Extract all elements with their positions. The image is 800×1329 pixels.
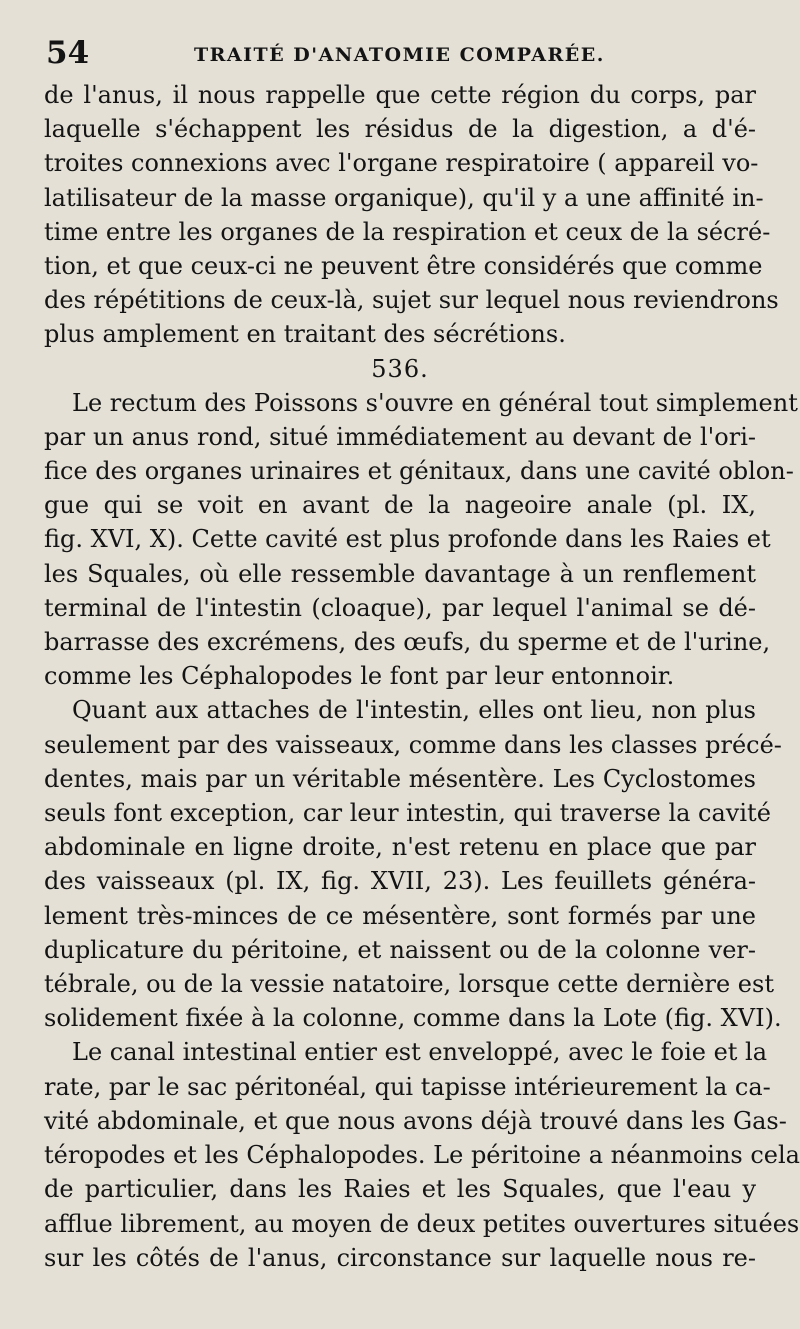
text-line: téropodes et les Céphalopodes. Le péritoine a néanmoins cela	[44, 1141, 800, 1170]
text-line: fig. XVI, X). Cette cavité est plus profonde dans les Raies et	[44, 525, 771, 554]
text-line: time entre les organes de la respiration et ceux de la sécré-	[44, 217, 771, 246]
text-line: duplicature du péritoine, et naissent ou de la colonne ver-	[44, 935, 756, 964]
paragraph-canal	[44, 1035, 800, 1274]
text-line: rate, par le sac péritonéal, qui tapisse intérieurement la ca-	[44, 1072, 771, 1101]
text-line: seulement par des vaisseaux, comme dans les classes précé-	[44, 730, 782, 759]
text-line: de particulier, dans les Raies et les Squales, que l'eau y	[44, 1175, 756, 1204]
text-line: les Squales, où elle ressemble davantage à un renflement	[44, 559, 756, 588]
text-line: laquelle s'échappent les résidus de la digestion, a d'é-	[44, 115, 756, 144]
text-line: Quant aux attaches de l'intestin, elles ont lieu, non plus	[72, 696, 756, 725]
text-line: barrasse des excrémens, des œufs, du sperme et de l'urine,	[44, 628, 771, 657]
text-line: par un anus rond, situé immédiatement au devant de l'ori-	[44, 422, 756, 451]
text-line: latilisateur de la masse organique), qu'il y a une affinité in-	[44, 183, 764, 212]
paragraph-rectum	[44, 386, 798, 694]
text-line: des répétitions de ceux-là, sujet sur lequel nous reviendrons	[44, 286, 779, 315]
text-line: Le canal intestinal entier est enveloppé, avec le foie et la	[72, 1038, 768, 1067]
paragraph-attaches	[44, 693, 782, 1035]
text-line: troites connexions avec l'organe respiratoire ( appareil vo-	[44, 149, 759, 178]
text-line: terminal de l'intestin (cloaque), par lequel l'animal se dé-	[44, 593, 756, 622]
text-line: fice des organes urinaires et génitaux, dans une cavité oblon-	[44, 457, 794, 486]
text-line: tion, et que ceux-ci ne peuvent être considérés que comme	[44, 252, 763, 281]
text-line: Le rectum des Poissons s'ouvre en général tout simplement	[72, 388, 798, 417]
text-line: de l'anus, il nous rappelle que cette région du corps, par	[44, 81, 756, 109]
text-line: gue qui se voit en avant de la nageoire anale (pl. IX,	[44, 491, 756, 520]
text-line: seuls font exception, car leur intestin, qui traverse la cavité	[44, 799, 771, 828]
paragraph-continued	[44, 78, 779, 352]
text-line: dentes, mais par un véritable mésentère. Les Cyclostomes	[44, 764, 756, 793]
running-head	[44, 34, 756, 78]
running-title: TRAITÉ D'ANATOMIE COMPARÉE.	[194, 44, 605, 66]
text-line: abdominale en ligne droite, n'est retenu en place que par	[44, 833, 756, 862]
section-number: 536.	[371, 354, 429, 383]
text-line: des vaisseaux (pl. IX, fig. XVII, 23). Les feuillets généra-	[44, 867, 756, 896]
text-line: plus amplement en traitant des sécrétions.	[44, 320, 566, 349]
text-line: afflue librement, au moyen de deux petites ouvertures situées	[44, 1209, 800, 1238]
text-line: tébrale, ou de la vessie natatoire, lorsque cette dernière est	[44, 970, 774, 999]
page-number: 54	[46, 35, 90, 71]
text-line: comme les Céphalopodes le font par leur entonnoir.	[44, 662, 675, 691]
text-line: lement très-minces de ce mésentère, sont formés par une	[44, 901, 756, 930]
text-line: vité abdominale, et que nous avons déjà trouvé dans les Gas-	[44, 1106, 787, 1135]
text-line: solidement fixée à la colonne, comme dans la Lote (fig. XVI).	[44, 1004, 782, 1033]
text-line: sur les côtés de l'anus, circonstance sur laquelle nous re-	[44, 1243, 756, 1272]
